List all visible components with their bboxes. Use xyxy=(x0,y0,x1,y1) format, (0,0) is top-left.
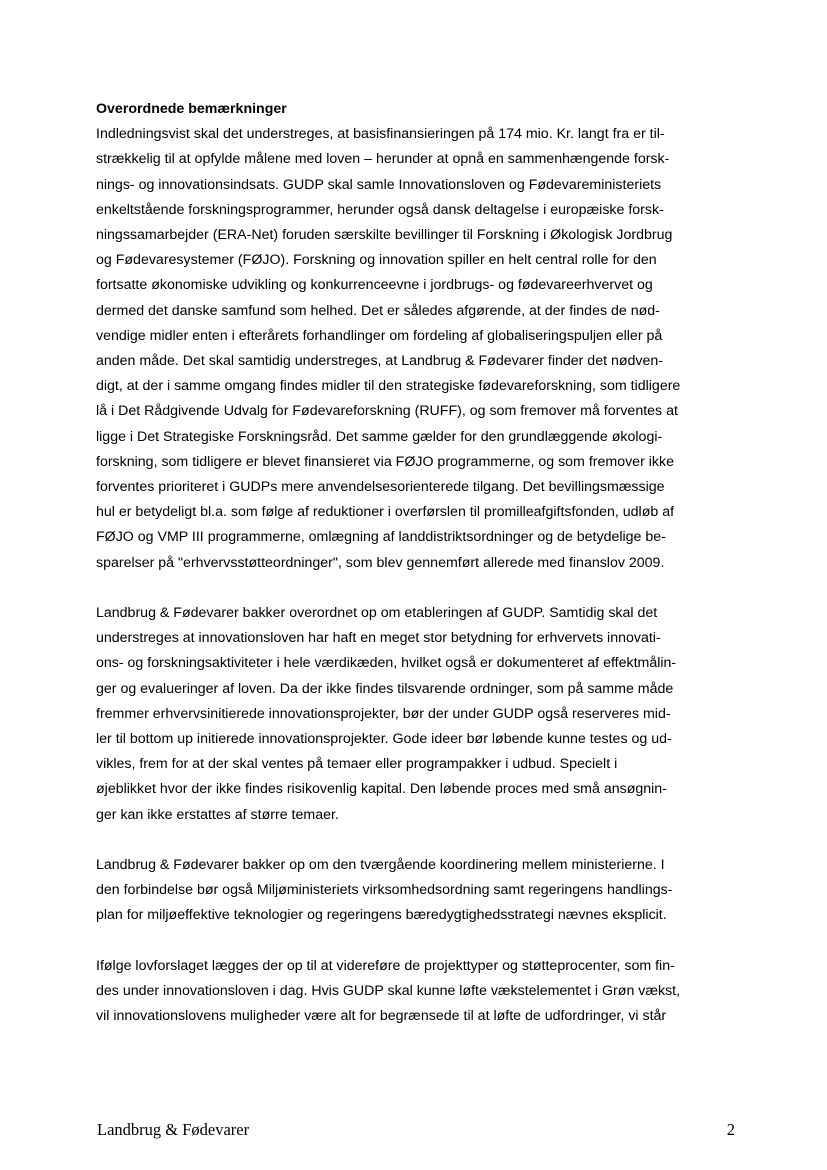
page-number: 2 xyxy=(726,1120,735,1139)
text-line: FØJO og VMP III programmerne, omlægning af landdistriktsordninger og de betydelige be- xyxy=(96,529,666,546)
page-footer xyxy=(97,1120,735,1140)
text-line: Landbrug & Fødevarer bakker op om den tværgående koordinering mellem ministerierne. I xyxy=(96,857,665,874)
text-line: anden måde. Det skal samtidig understreges, at Landbrug & Fødevarer finder det nødven- xyxy=(96,353,664,370)
text-line: ningssamarbejder (ERA-Net) foruden særskilte bevillinger til Forskning i Økologisk Jordbrug xyxy=(96,227,673,244)
text-line: Indledningsvist skal det understreges, at basisfinansieringen på 174 mio. Kr. langt fra er til- xyxy=(96,126,665,143)
paragraph xyxy=(96,853,746,929)
paragraph-container xyxy=(96,122,746,1029)
text-line: nings- og innovationsindsats. GUDP skal samle Innovationsloven og Fødevareministeriets xyxy=(96,176,662,193)
paragraph xyxy=(96,954,746,1030)
text-line: des under innovationsloven i dag. Hvis GUDP skal kunne løfte vækstelementet i Grøn vækst, xyxy=(96,983,681,1000)
text-line: den forbindelse bør også Miljøministeriets virksomhedsordning samt regeringens handlings- xyxy=(96,882,673,899)
text-line: vil innovationslovens muligheder være alt for begrænsede til at løfte de udfordringer, vi står xyxy=(96,1008,667,1025)
document-body xyxy=(96,97,746,1055)
text-line: vendige midler enten i efterårets forhandlinger om fordeling af globaliseringspuljen eller på xyxy=(96,327,663,344)
text-line: forventes prioriteret i GUDPs mere anvendelsesorienterede tilgang. Det bevillingsmæssige xyxy=(96,479,665,496)
text-line: ons- og forskningsaktiviteter i hele værdikæden, hvilket også er dokumenteret af effektmålin- xyxy=(96,655,677,672)
text-line: ler til bottom up initierede innovationsprojekter. Gode ideer bør løbende kunne testes og ud- xyxy=(96,731,672,748)
text-line: forskning, som tidligere er blevet finansieret via FØJO programmerne, og som fremover ikke xyxy=(96,453,674,470)
text-line: vikles, frem for at der skal ventes på temaer eller programpakker i udbud. Specielt i xyxy=(96,756,618,773)
footer-organization: Landbrug & Fødevarer xyxy=(97,1120,250,1139)
text-line: enkeltstående forskningsprogrammer, herunder også dansk deltagelse i europæiske forsk- xyxy=(96,201,664,218)
text-line: plan for miljøeffektive teknologier og regeringens bæredygtighedsstrategi nævnes eksplicit. xyxy=(96,907,667,924)
text-line: fremmer erhvervsinitierede innovationsprojekter, bør der under GUDP også reserveres mid- xyxy=(96,705,671,722)
text-line: ger og evalueringer af loven. Da der ikke findes tilsvarende ordninger, som på samme måde xyxy=(96,680,674,697)
text-line: understreges at innovationsloven har haft en meget stor betydning for erhvervets innovati- xyxy=(96,630,661,647)
section-heading: Overordnede bemærkninger xyxy=(96,101,287,117)
text-line: hul er betydeligt bl.a. som følge af reduktioner i overførslen til promilleafgiftsfonden, udløb af xyxy=(96,504,675,521)
text-line: strækkelig til at opfylde målene med loven – herunder at opnå en sammenhængende forsk- xyxy=(96,151,670,168)
text-line: fortsatte økonomiske udvikling og konkurrenceevne i jordbrugs- og fødevareerhvervet og xyxy=(96,277,653,294)
text-line: og Fødevaresystemer (FØJO). Forskning og innovation spiller en helt central rolle for den xyxy=(96,252,657,269)
paragraph xyxy=(96,601,746,828)
text-line: øjeblikket hvor der ikke findes risikovenlig kapital. Den løbende proces med små ansøgnin- xyxy=(96,781,667,798)
text-line: Landbrug & Fødevarer bakker overordnet op om etableringen af GUDP. Samtidig skal det xyxy=(96,605,658,622)
text-line: dermed det danske samfund som helhed. Det er således afgørende, at der findes de nød- xyxy=(96,302,660,319)
text-line: ligge i Det Strategiske Forskningsråd. Det samme gælder for den grundlæggende økologi- xyxy=(96,428,663,445)
paragraph xyxy=(96,122,746,576)
text-line: lå i Det Rådgivende Udvalg for Fødevareforskning (RUFF), og som fremover må forventes at xyxy=(96,403,678,420)
text-line: sparelser på "erhvervsstøtteordninger", som blev gennemført allerede med finanslov 2009. xyxy=(96,554,665,571)
text-line: Ifølge lovforslaget lægges der op til at videreføre de projekttyper og støtteprocenter, som fin- xyxy=(96,957,675,974)
text-line: digt, at der i samme omgang findes midler til den strategiske fødevareforskning, som tidligere xyxy=(96,378,681,395)
text-line: ger kan ikke erstattes af større temaer. xyxy=(96,806,339,823)
